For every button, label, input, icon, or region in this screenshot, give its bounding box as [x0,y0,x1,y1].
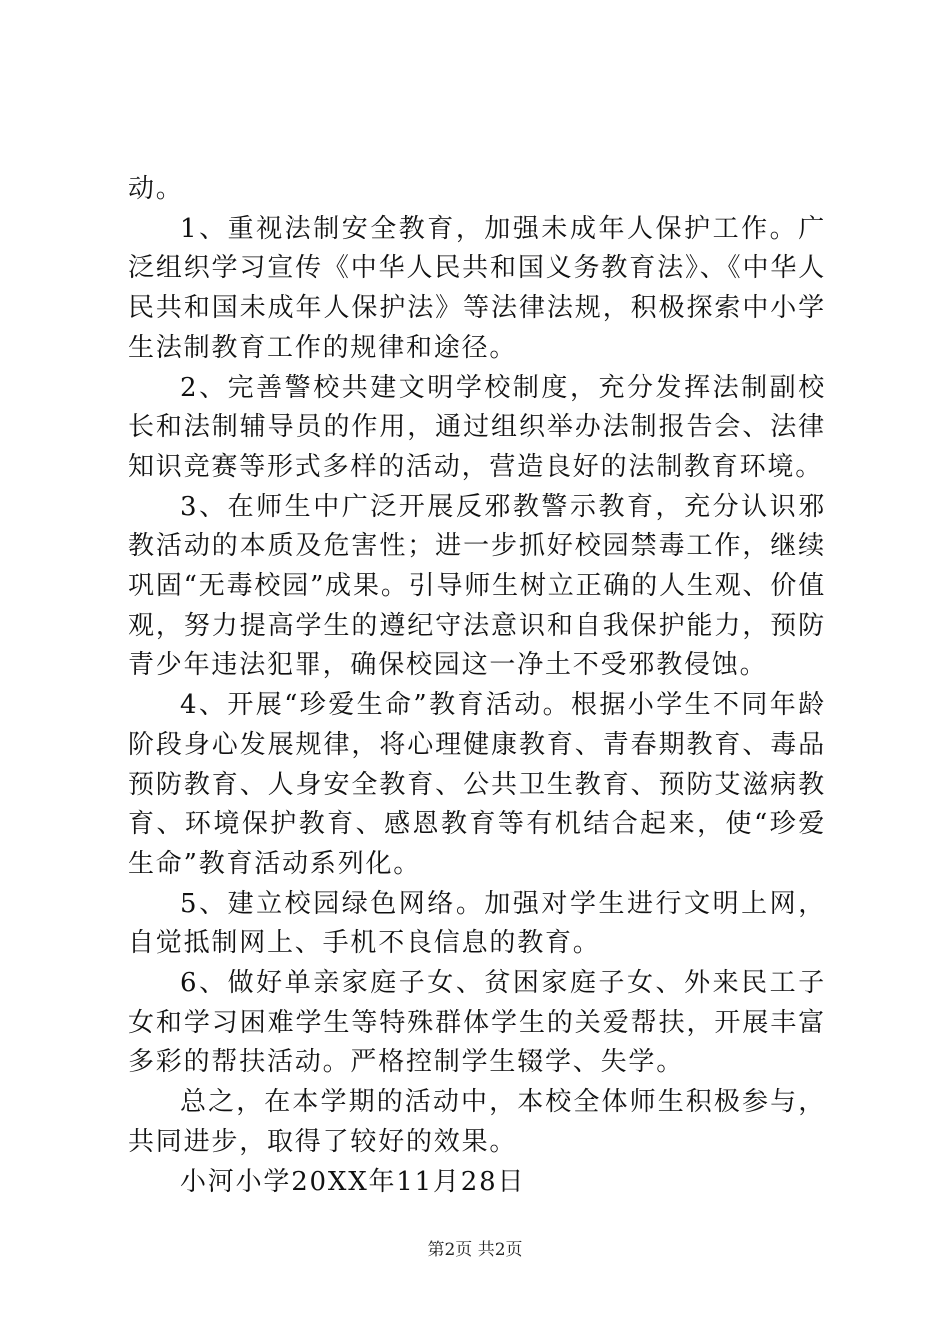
paragraph-summary: 总之，在本学期的活动中，本校全体师生积极参与，共同进步，取得了较好的效果。 [128,1087,826,1157]
paragraph-continuation: 动。 [128,174,184,204]
paragraph-item-5: 5、建立校园绿色网络。加强对学生进行文明上网，自觉抵制网上、手机不良信息的教育。 [128,888,826,959]
paragraph-item-1: 1、重视法制安全教育，加强未成年人保护工作。广泛组织学习宣传《中华人民共和国义务教育法》、《中华人民共和国未成年人保护法》等法律法规，积极探索中小学生法制教育工作的规律和途径。 [128,213,826,363]
paragraph-item-4: 4、开展“珍爱生命”教育活动。根据小学生不同年龄阶段身心发展规律，将心理健康教育、青春期教育、毒品预防教育、人身安全教育、公共卫生教育、预防艾滋病教育、环境保护教育、感恩教育等有机结合起来，使“珍爱生命”教育活动系列化。 [128,690,826,879]
paragraph-item-3: 3、在师生中广泛开展反邪教警示教育，充分认识邪教活动的本质及危害性；进一步抓好校园禁毒工作，继续巩固“无毒校园”成果。引导师生树立正确的人生观、价值观，努力提高学生的遵纪守法意识和自我保护能力，预防青少年违法犯罪，确保校园这一净土不受邪教侵蚀。 [128,491,826,681]
document-body [128,170,826,1202]
page-footer: 第2页 共2页 [427,1240,523,1260]
paragraph-item-2: 2、完善警校共建文明学校制度，充分发挥法制副校长和法制辅导员的作用，通过组织举办法制报告会、法律知识竞赛等形式多样的活动，营造良好的法制教育环境。 [128,372,826,482]
paragraph-item-6: 6、做好单亲家庭子女、贫困家庭子女、外来民工子女和学习困难学生等特殊群体学生的关爱帮扶，开展丰富多彩的帮扶活动。严格控制学生辍学、失学。 [128,968,826,1078]
signature-date: 小河小学20XX年11月28日 [180,1166,526,1197]
